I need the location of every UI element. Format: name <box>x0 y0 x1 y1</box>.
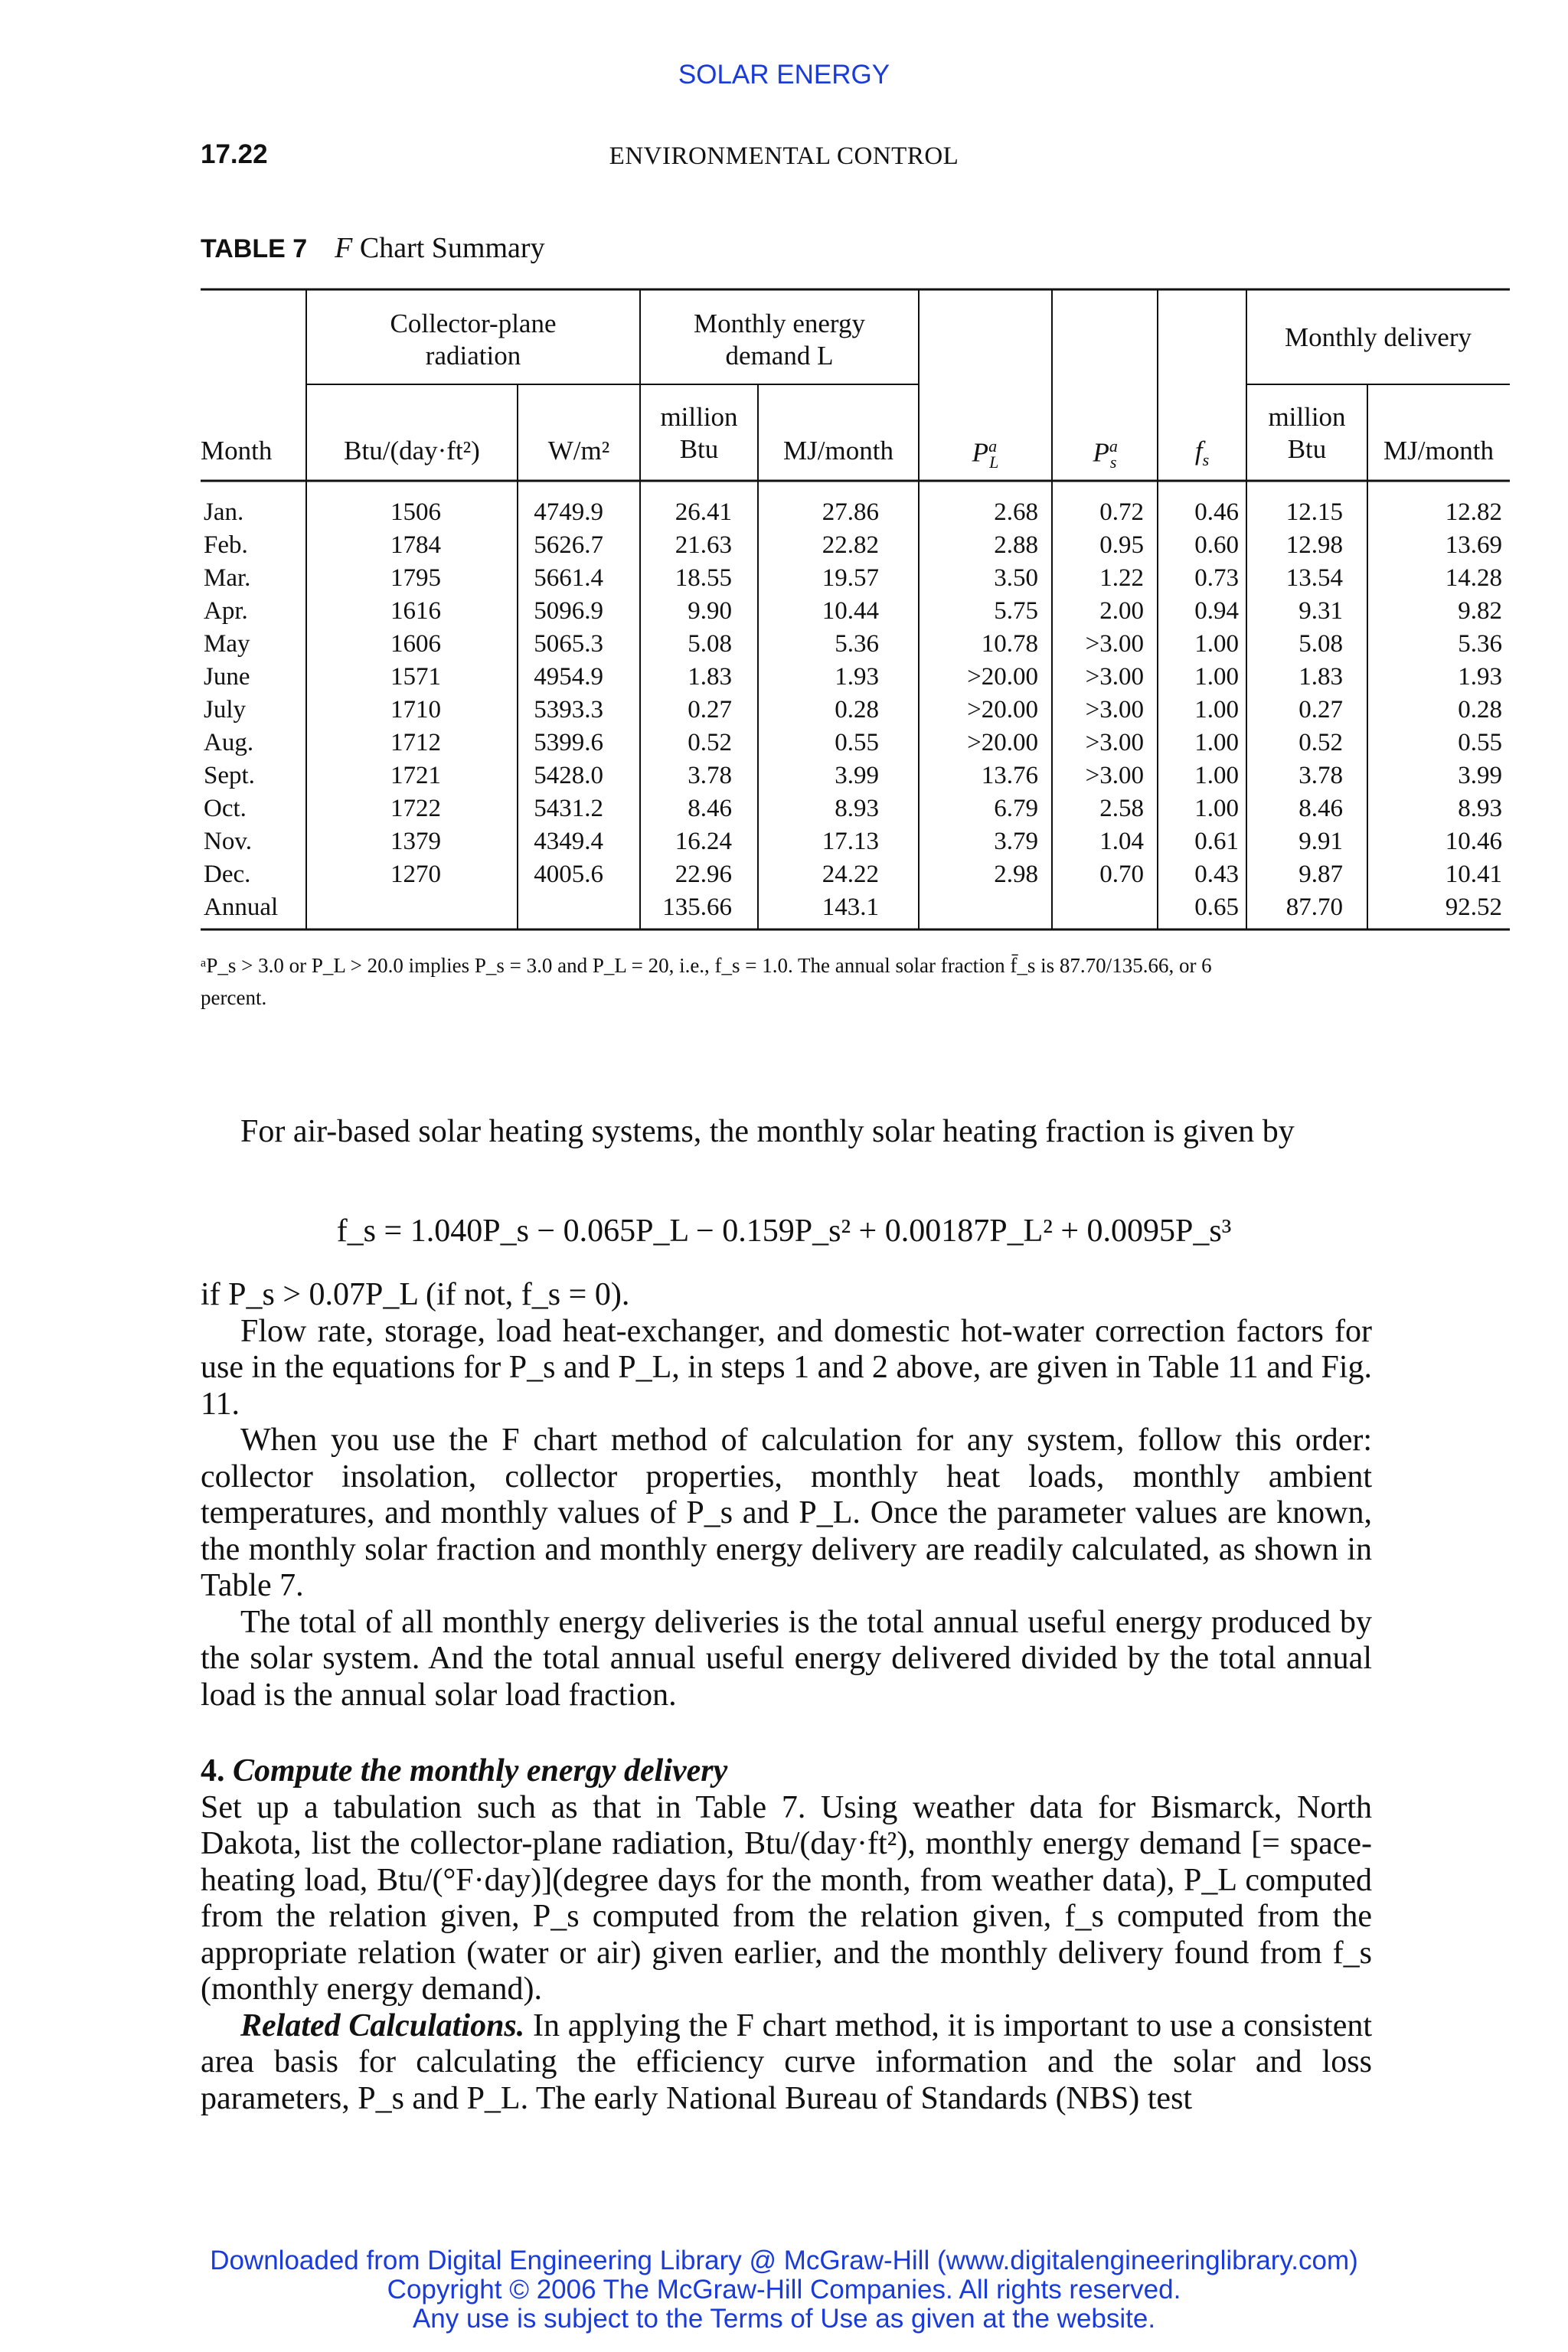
table-cell-btu: 1571 <box>390 663 441 691</box>
table-cell-dem-btu: 0.27 <box>688 696 732 724</box>
col-delivery-million-btu: million Btu <box>1268 402 1346 464</box>
table-cell-btu: 1784 <box>390 531 441 559</box>
table-cell-dem-btu: 26.41 <box>675 498 732 526</box>
col-wm2: W/m² <box>547 436 610 466</box>
table-cell-pl: >20.00 <box>967 696 1038 724</box>
table-cell-del-mj: 5.36 <box>1458 630 1502 658</box>
table-cell-del-mj: 0.28 <box>1458 696 1502 724</box>
col-ps: $P^a_s$ <box>1093 436 1118 472</box>
table-cell-pl: 5.75 <box>994 597 1038 625</box>
related-calculations-heading: Related Calculations. <box>240 2007 525 2043</box>
table-cell-fs: 1.00 <box>1194 696 1239 724</box>
table-cell-del-btu: 9.87 <box>1298 861 1343 888</box>
table-cell-pl: 2.88 <box>994 531 1038 559</box>
table-cell-dem-mj: 22.82 <box>822 531 879 559</box>
table-caption-italic: F <box>335 232 353 264</box>
table-cell-month: Apr. <box>204 597 248 625</box>
table-cell-month: Mar. <box>204 564 251 592</box>
table-cell-wm2: 4954.9 <box>534 663 603 691</box>
table-cell-del-mj: 10.46 <box>1445 828 1502 855</box>
table-cell-fs: 1.00 <box>1194 729 1239 756</box>
table-cell-pl: 13.76 <box>981 762 1038 789</box>
table-cell-pl: >20.00 <box>967 663 1038 691</box>
col-fs: $f_s$ <box>1194 436 1210 469</box>
table-cell-del-mj: 8.93 <box>1458 795 1502 822</box>
table-footnote: ᵃP_s > 3.0 or P_L > 20.0 implies P_s = 3.0 and P_L = 20, i.e., f_s = 1.0. The annual solar fraction f̄_s is 87.70/135.66, or 6 percent. <box>201 954 1212 1009</box>
table-cell-ps: 1.22 <box>1099 564 1144 592</box>
table-cell-ps: >3.00 <box>1085 729 1144 756</box>
table-cell-month: Nov. <box>204 828 252 855</box>
header-monthly-demand: Monthly energy demand L <box>694 309 865 371</box>
table-cell-del-mj: 10.41 <box>1445 861 1502 888</box>
table-cell-wm2: 5399.6 <box>534 729 603 756</box>
col-demand-mj-month: MJ/month <box>783 436 893 466</box>
table-cell-del-btu: 1.83 <box>1298 663 1343 691</box>
table-cell-fs: 0.46 <box>1194 498 1239 526</box>
table-cell-del-mj: 1.93 <box>1458 663 1502 691</box>
table-cell-month: Oct. <box>204 795 247 822</box>
running-head: SOLAR ENERGY <box>678 60 890 90</box>
table-cell-dem-btu: 8.46 <box>688 795 732 822</box>
table-cell-month: Jan. <box>204 498 244 526</box>
table-cell-pl: 3.50 <box>994 564 1038 592</box>
table-cell-del-mj: 3.99 <box>1458 762 1502 789</box>
table-cell-wm2: 5431.2 <box>534 795 603 822</box>
table-cell-ps: 2.00 <box>1099 597 1144 625</box>
col-btu-day-ft2: Btu/(day·ft²) <box>344 436 480 466</box>
table-cell-del-mj: 14.28 <box>1445 564 1502 592</box>
table-cell-wm2: 4749.9 <box>534 498 603 526</box>
header-collector-radiation: Collector-plane radiation <box>390 309 557 371</box>
table-cell-pl: 2.98 <box>994 861 1038 888</box>
col-demand-million-btu: million Btu <box>660 402 738 464</box>
table-cell-fs: 0.60 <box>1194 531 1239 559</box>
table-cell-month: Dec. <box>204 861 251 888</box>
col-delivery-mj-month: MJ/month <box>1383 436 1494 466</box>
table-cell-month: Feb. <box>204 531 248 559</box>
table-cell-month: Annual <box>204 893 279 921</box>
col-month: Month <box>201 436 273 466</box>
table-cell-dem-btu: 18.55 <box>675 564 732 592</box>
table-cell-del-mj: 13.69 <box>1445 531 1502 559</box>
table-cell-dem-mj: 10.44 <box>822 597 879 625</box>
equation-fs: f_s = 1.040P_s − 0.065P_L − 0.159P_s² + 0.00187P_L² + 0.0095P_s³ <box>336 1214 1232 1249</box>
table-cell-btu: 1722 <box>390 795 441 822</box>
table-cell-ps: 2.58 <box>1099 795 1144 822</box>
paragraph-air-based: For air-based solar heating systems, the monthly solar heating fraction is given by <box>240 1114 1295 1149</box>
step-heading: 4. Compute the monthly energy delivery <box>201 1753 728 1788</box>
table-cell-ps: >3.00 <box>1085 696 1144 724</box>
table-cell-wm2: 5393.3 <box>534 696 603 724</box>
table-cell-fs: 0.73 <box>1194 564 1239 592</box>
section-title: ENVIRONMENTAL CONTROL <box>609 142 959 170</box>
table-cell-wm2: 5065.3 <box>534 630 603 658</box>
table-cell-btu: 1616 <box>390 597 441 625</box>
table-cell-del-mj: 9.82 <box>1458 597 1502 625</box>
table-cell-btu: 1721 <box>390 762 441 789</box>
table-cell-fs: 1.00 <box>1194 630 1239 658</box>
table-cell-wm2: 4349.4 <box>534 828 603 855</box>
table-cell-dem-btu: 9.90 <box>688 597 732 625</box>
table-cell-dem-btu: 16.24 <box>675 828 732 855</box>
table-cell-month: June <box>204 663 250 691</box>
table-cell-del-mj: 92.52 <box>1445 893 1502 921</box>
table-cell-del-btu: 0.27 <box>1298 696 1343 724</box>
table-cell-wm2: 4005.6 <box>534 861 603 888</box>
table-cell-dem-btu: 3.78 <box>688 762 732 789</box>
table-cell-month: Aug. <box>204 729 254 756</box>
table-cell-del-btu: 3.78 <box>1298 762 1343 789</box>
page-number: 17.22 <box>201 139 268 169</box>
table-cell-del-btu: 0.52 <box>1298 729 1343 756</box>
footer-download-notice: Downloaded from Digital Engineering Library @ McGraw-Hill (www.digitalengineeringlibrary.com) Copyright © 2006 The McGraw-Hill Companies. All rights reserved. Any use is subject to the Terms of Use as given at the website. <box>210 2246 1358 2334</box>
table-cell-fs: 0.94 <box>1194 597 1239 625</box>
table-caption: Chart Summary <box>352 232 545 264</box>
table-cell-pl: 6.79 <box>994 795 1038 822</box>
table-cell-fs: 0.65 <box>1194 893 1239 921</box>
table-cell-dem-mj: 5.36 <box>835 630 879 658</box>
table-cell-btu: 1712 <box>390 729 441 756</box>
table-cell-btu: 1795 <box>390 564 441 592</box>
table-cell-dem-mj: 8.93 <box>835 795 879 822</box>
header-monthly-delivery: Monthly delivery <box>1285 322 1472 352</box>
table-cell-ps: 0.95 <box>1099 531 1144 559</box>
table-cell-dem-btu: 1.83 <box>688 663 732 691</box>
table-cell-del-btu: 87.70 <box>1285 893 1343 921</box>
col-pl: $P^a_L$ <box>972 436 999 472</box>
table-cell-dem-mj: 1.93 <box>835 663 879 691</box>
table-cell-fs: 1.00 <box>1194 762 1239 789</box>
table-cell-ps: 1.04 <box>1099 828 1144 855</box>
table-cell-ps: >3.00 <box>1085 663 1144 691</box>
table-cell-del-btu: 9.31 <box>1298 597 1343 625</box>
table-cell-dem-btu: 0.52 <box>688 729 732 756</box>
table-cell-btu: 1710 <box>390 696 441 724</box>
table-cell-wm2: 5096.9 <box>534 597 603 625</box>
table-cell-fs: 0.61 <box>1194 828 1239 855</box>
table-cell-dem-mj: 27.86 <box>822 498 879 526</box>
table-cell-ps: 0.70 <box>1099 861 1144 888</box>
table-cell-dem-btu: 22.96 <box>675 861 732 888</box>
table-cell-ps: >3.00 <box>1085 630 1144 658</box>
table-cell-dem-mj: 24.22 <box>822 861 879 888</box>
table-cell-pl: 3.79 <box>994 828 1038 855</box>
step-4-section: 4. Compute the monthly energy delivery Set up a tabulation such as that in Table 7. Using weather data for Bismarck, North Dakota, list the collector-plane radiation, Btu/(day·ft²), monthly energy demand [= space-heating load, Btu/(°F·day)](degree days for the month, from weather data), P_L computed from the relation given, P_s computed from the relation given, f_s computed from the appropriate relation (water or air) given earlier, and the monthly delivery found from f_s (monthly energy demand). Related Calculations. In applying the F chart method, it is important to use a consistent area basis for calculating the efficiency curve information and the solar and loss parameters, P_s and P_L. The early National Bureau of Standards (NBS) test <box>201 1753 1373 2116</box>
table-cell-dem-mj: 0.55 <box>835 729 879 756</box>
table-cell-btu: 1506 <box>390 498 441 526</box>
table-cell-month: Sept. <box>204 762 255 789</box>
table-cell-pl: 10.78 <box>981 630 1038 658</box>
table-cell-del-mj: 12.82 <box>1445 498 1502 526</box>
table-cell-month: July <box>204 696 247 724</box>
table-cell-month: May <box>204 630 250 658</box>
table-cell-btu: 1379 <box>390 828 441 855</box>
table-cell-ps: >3.00 <box>1085 762 1144 789</box>
table-cell-del-btu: 12.15 <box>1285 498 1343 526</box>
table-cell-del-btu: 5.08 <box>1298 630 1343 658</box>
table-cell-btu: 1270 <box>390 861 441 888</box>
table-cell-wm2: 5626.7 <box>534 531 603 559</box>
table-cell-del-btu: 8.46 <box>1298 795 1343 822</box>
table-cell-dem-btu: 5.08 <box>688 630 732 658</box>
table-cell-wm2: 5661.4 <box>534 564 603 592</box>
table-label: TABLE 7 <box>201 234 308 263</box>
table-cell-dem-mj: 0.28 <box>835 696 879 724</box>
table-cell-fs: 1.00 <box>1194 663 1239 691</box>
table-cell-dem-mj: 19.57 <box>822 564 879 592</box>
table-cell-ps: 0.72 <box>1099 498 1144 526</box>
table-cell-dem-mj: 17.13 <box>822 828 879 855</box>
table-cell-pl: 2.68 <box>994 498 1038 526</box>
table-cell-wm2: 5428.0 <box>534 762 603 789</box>
paragraph-body: if P_s > 0.07P_L (if not, f_s = 0). Flow rate, storage, load heat-exchanger, and domestic hot-water correction factors for use in the equations for P_s and P_L, in steps 1 and 2 above, are given in Table 11 and Fig. 11. When you use the F chart method of calculation for any system, follow this order: collector insolation, collector properties, monthly heat loads, monthly ambient temperatures, and monthly values of P_s and P_L. Once the parameter values are known, the monthly solar fraction and monthly energy delivery are readily calculated, as shown in Table 7. The total of all monthly energy deliveries is the total annual useful energy produced by the solar system. And the total annual useful energy delivered divided by the total annual load is the annual solar load fraction. <box>201 1277 1372 1713</box>
table-cell-dem-btu: 21.63 <box>675 531 732 559</box>
table-cell-fs: 1.00 <box>1194 795 1239 822</box>
table-cell-del-mj: 0.55 <box>1458 729 1502 756</box>
table-cell-del-btu: 9.91 <box>1298 828 1343 855</box>
table-cell-fs: 0.43 <box>1194 861 1239 888</box>
table-cell-dem-mj: 3.99 <box>835 762 879 789</box>
table-cell-dem-btu: 135.66 <box>662 893 732 921</box>
table-cell-del-btu: 12.98 <box>1285 531 1343 559</box>
table-cell-dem-mj: 143.1 <box>822 893 879 921</box>
table-cell-pl: >20.00 <box>967 729 1038 756</box>
table-cell-del-btu: 13.54 <box>1285 564 1343 592</box>
table-cell-btu: 1606 <box>390 630 441 658</box>
